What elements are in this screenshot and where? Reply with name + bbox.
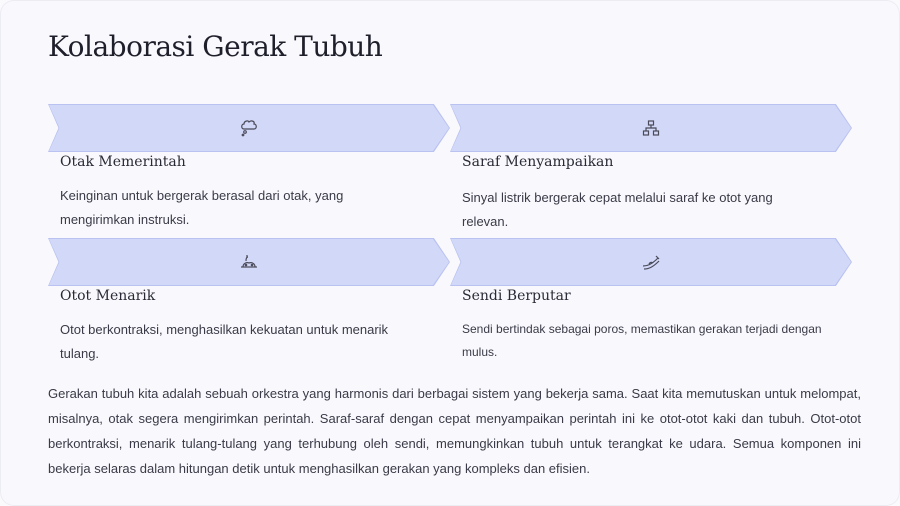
step-4-chevron xyxy=(451,239,851,285)
step-4-title: Sendi Berputar xyxy=(462,288,571,304)
step-4-description: Sendi bertindak sebagai poros, memastikan gerakan terjadi dengan mulus. xyxy=(462,322,822,359)
step-2-title: Saraf Menyampaikan xyxy=(462,154,614,170)
step-1-chevron xyxy=(49,105,449,151)
step-1-title: Otak Memerintah xyxy=(60,154,186,170)
page-title: Kolaborasi Gerak Tubuh xyxy=(48,30,383,63)
joint-icon xyxy=(641,252,661,272)
body-paragraph: Gerakan tubuh kita adalah sebuah orkestra yang harmonis dari berbagai sistem yang bekerja sama. Saat kita memutuskan untuk melompat, misalnya, otak segera mengirimkan perintah. Saraf-saraf dengan cepat menyampaikan perintah ini ke otot-otot kaki dan tubuh. Otot-otot berkontraksi, menarik tulang-tulang yang terhubung oleh sendi, memungkinkan tubuh untuk terangkat ke udara. Semua komponen ini bekerja selaras dalam hitungan detik untuk menghasilkan gerakan yang kompleks dan efisien. xyxy=(48,386,861,476)
muscle-icon xyxy=(239,252,259,272)
step-2-chevron xyxy=(451,105,851,151)
step-3-chevron xyxy=(49,239,449,285)
step-2-description: Sinyal listrik bergerak cepat melalui saraf ke otot yang relevan. xyxy=(462,190,773,229)
network-icon xyxy=(641,118,661,138)
thought-bubble-icon xyxy=(239,118,259,138)
step-3-description: Otot berkontraksi, menghasilkan kekuatan untuk menarik tulang. xyxy=(60,322,389,361)
step-1-description: Keinginan untuk bergerak berasal dari otak, yang mengirimkan instruksi. xyxy=(60,188,344,227)
step-3-title: Otot Menarik xyxy=(60,288,156,304)
